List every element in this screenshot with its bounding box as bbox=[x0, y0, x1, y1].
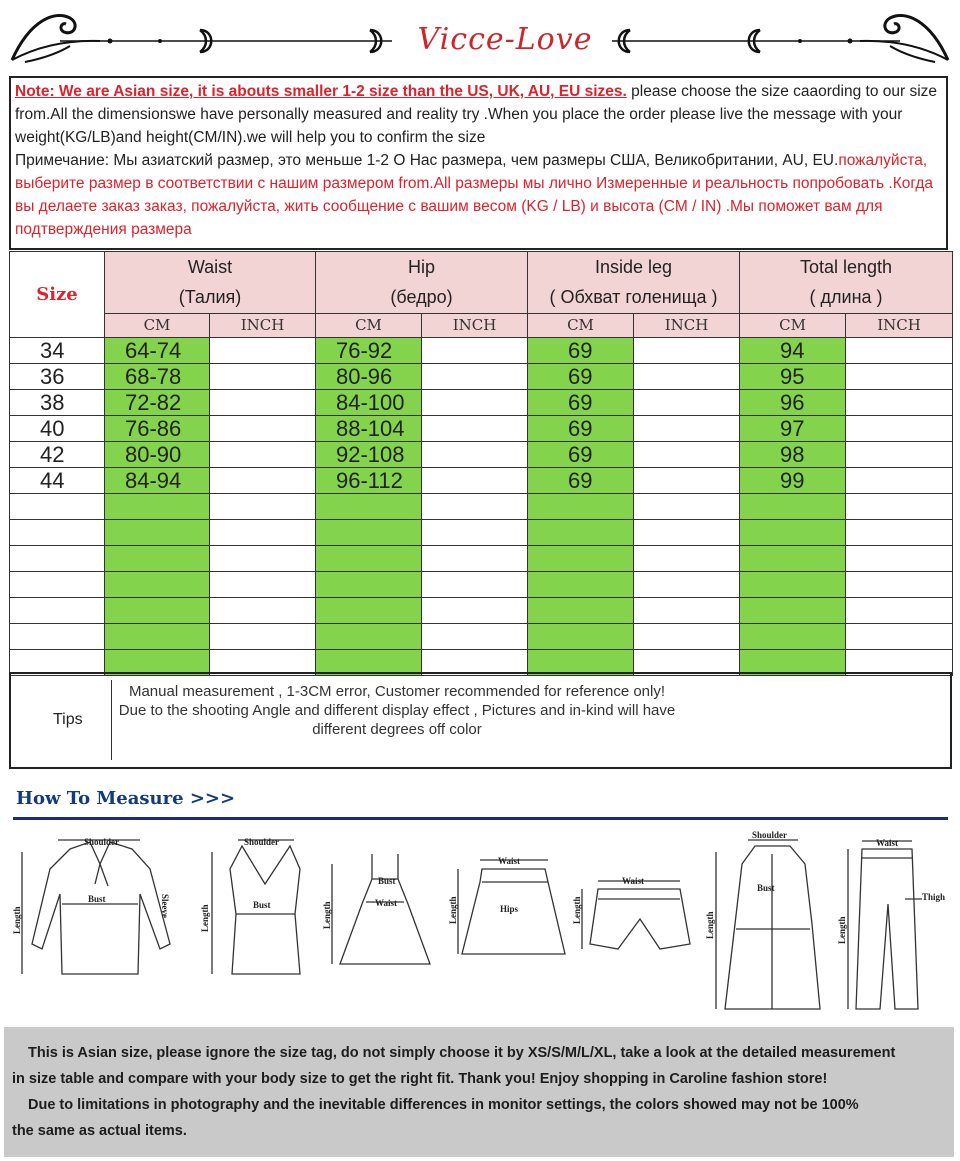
shoulder-label: Shoulder bbox=[244, 837, 280, 847]
tips-box bbox=[9, 672, 952, 769]
waist-label: Waist bbox=[622, 876, 645, 886]
hip-cm-cell: 88-104 bbox=[316, 416, 422, 442]
empty-row bbox=[10, 546, 953, 572]
tips-label: Tips bbox=[53, 711, 83, 728]
notice-line-4: the same as actual items. bbox=[12, 1123, 187, 1139]
skirt-illustration bbox=[448, 856, 565, 954]
asian-size-notice bbox=[4, 1027, 954, 1157]
length-label: Length bbox=[705, 911, 715, 939]
empty-row bbox=[10, 520, 953, 546]
inside-leg-inch-cell bbox=[634, 442, 740, 468]
waist-cm-cell: 84-94 bbox=[105, 468, 210, 494]
unit-inch: INCH bbox=[846, 313, 953, 337]
table-row bbox=[10, 390, 953, 416]
hips-label: Hips bbox=[500, 904, 519, 914]
size-note bbox=[9, 76, 948, 250]
tips-divider bbox=[111, 680, 112, 760]
waist-cm-cell: 68-78 bbox=[105, 364, 210, 390]
hip-inch-cell bbox=[422, 364, 528, 390]
inside-leg-inch-cell bbox=[634, 364, 740, 390]
size-table bbox=[9, 251, 953, 676]
waist-cm-cell: 72-82 bbox=[105, 390, 210, 416]
pants-illustration bbox=[837, 838, 945, 1009]
length-inch-cell bbox=[846, 338, 953, 364]
length-label: Length bbox=[322, 901, 332, 929]
size-cell: 42 bbox=[10, 442, 105, 468]
size-cell: 38 bbox=[10, 390, 105, 416]
size-cell: 36 bbox=[10, 364, 105, 390]
coat-illustration bbox=[705, 830, 820, 1009]
waist-inch-cell bbox=[210, 338, 316, 364]
table-row bbox=[10, 338, 953, 364]
tips-line-2: Due to the shooting Angle and different display effect , Pictures and in-kind will have different degrees off color bbox=[118, 702, 676, 738]
section-divider bbox=[13, 817, 948, 820]
inside-leg-cm-cell: 69 bbox=[528, 416, 634, 442]
waist-cm-cell: 64-74 bbox=[105, 338, 210, 364]
total-length-title: Total length bbox=[799, 257, 893, 278]
note-russian bbox=[15, 149, 942, 241]
hip-cm-cell: 80-96 bbox=[316, 364, 422, 390]
waist-cm-cell: 80-90 bbox=[105, 442, 210, 468]
waist-label: Waist bbox=[498, 856, 521, 866]
hip-cm-cell: 84-100 bbox=[316, 390, 422, 416]
size-column-header: Size bbox=[10, 252, 105, 338]
table-header-row bbox=[10, 252, 953, 314]
length-inch-cell bbox=[846, 468, 953, 494]
hip-cm-cell: 96-112 bbox=[316, 468, 422, 494]
inside-leg-inch-cell bbox=[634, 390, 740, 416]
waist-label: Waist bbox=[876, 838, 899, 848]
inside-leg-inch-cell bbox=[634, 468, 740, 494]
unit-inch: INCH bbox=[634, 313, 740, 337]
length-label: Length bbox=[837, 916, 847, 944]
length-inch-cell bbox=[846, 390, 953, 416]
inside-leg-subtitle: ( Обхват голенища ) bbox=[549, 287, 718, 308]
unit-cm: CM bbox=[105, 313, 210, 337]
empty-row bbox=[10, 598, 953, 624]
thigh-label: Thigh bbox=[922, 892, 946, 902]
notice-line-2: in size table and compare with your body size to get the right fit. Thank you! Enjoy shopping in Caroline fashion store! bbox=[12, 1071, 828, 1087]
table-row bbox=[10, 416, 953, 442]
inside-leg-cm-cell: 69 bbox=[528, 468, 634, 494]
length-cm-cell: 97 bbox=[740, 416, 846, 442]
length-label: Length bbox=[448, 896, 458, 924]
total-length-header bbox=[740, 252, 953, 314]
shoulder-label: Shoulder bbox=[752, 830, 788, 840]
note-russian-body: пожалуйста, выберите размер в соответствии с нашим размером from.All размеры мы лично Измеренные и реальность попробовать .Когда вы делаете заказ заказ, пожалуйста, жить сообщение с вашим весом (KG / LB) и высота (CM / IN) .Мы поможет вам для подтверждения размера bbox=[15, 152, 933, 238]
dress-illustration bbox=[322, 854, 430, 964]
table-row bbox=[10, 442, 953, 468]
total-length-subtitle: ( длина ) bbox=[809, 287, 883, 308]
empty-row bbox=[10, 624, 953, 650]
inside-leg-cm-cell: 69 bbox=[528, 338, 634, 364]
unit-cm: CM bbox=[528, 313, 634, 337]
inside-leg-inch-cell bbox=[634, 338, 740, 364]
waist-subtitle: (Талия) bbox=[178, 287, 242, 308]
waist-inch-cell bbox=[210, 390, 316, 416]
inside-leg-cm-cell: 69 bbox=[528, 364, 634, 390]
note-russian-intro: Примечание: Мы азиатский размер, это меньше 1-2 О Нас размера, чем размеры США, Великобритании, AU, EU. bbox=[15, 152, 839, 169]
unit-cm: CM bbox=[740, 313, 846, 337]
tank-top-illustration bbox=[200, 837, 300, 974]
length-cm-cell: 98 bbox=[740, 442, 846, 468]
length-cm-cell: 95 bbox=[740, 364, 846, 390]
empty-row bbox=[10, 572, 953, 598]
hip-inch-cell bbox=[422, 338, 528, 364]
blouse-illustration bbox=[12, 837, 170, 974]
note-english bbox=[15, 80, 942, 149]
hip-inch-cell bbox=[422, 442, 528, 468]
unit-row bbox=[10, 313, 953, 337]
waist-label: Waist bbox=[375, 898, 398, 908]
length-label: Length bbox=[12, 906, 22, 934]
shoulder-label: Shoulder bbox=[84, 837, 120, 847]
length-label: Length bbox=[200, 904, 210, 932]
waist-inch-cell bbox=[210, 364, 316, 390]
size-cell: 44 bbox=[10, 468, 105, 494]
how-to-measure-title: How To Measure >>> bbox=[16, 788, 236, 809]
size-cell: 40 bbox=[10, 416, 105, 442]
length-inch-cell bbox=[846, 364, 953, 390]
table-row bbox=[10, 468, 953, 494]
hip-cm-cell: 76-92 bbox=[316, 338, 422, 364]
shorts-illustration bbox=[572, 876, 690, 949]
bust-label: Bust bbox=[757, 883, 775, 893]
hip-inch-cell bbox=[422, 416, 528, 442]
inside-leg-inch-cell bbox=[634, 416, 740, 442]
bust-label: Bust bbox=[88, 894, 106, 904]
inside-leg-title: Inside leg bbox=[594, 257, 673, 278]
brand-logo: Vicce-Love bbox=[417, 22, 593, 57]
waist-header bbox=[105, 252, 316, 314]
waist-inch-cell bbox=[210, 468, 316, 494]
hip-subtitle: (бедро) bbox=[390, 287, 453, 308]
table-row bbox=[10, 364, 953, 390]
hip-inch-cell bbox=[422, 390, 528, 416]
inside-leg-cm-cell: 69 bbox=[528, 390, 634, 416]
measure-illustrations bbox=[0, 824, 960, 1024]
unit-inch: INCH bbox=[422, 313, 528, 337]
hip-inch-cell bbox=[422, 468, 528, 494]
note-english-body: please choose the size caaording to our size from.All the dimensionswe have personally measured and reality try .When you place the order please live the message with your weight(KG/LB)and height(CM/IN).we will help you to confirm the size bbox=[15, 83, 938, 146]
bust-label: Bust bbox=[378, 876, 396, 886]
empty-row bbox=[10, 494, 953, 520]
waist-cm-cell: 76-86 bbox=[105, 416, 210, 442]
bust-label: Bust bbox=[253, 900, 271, 910]
hip-cm-cell: 92-108 bbox=[316, 442, 422, 468]
waist-inch-cell bbox=[210, 416, 316, 442]
length-cm-cell: 96 bbox=[740, 390, 846, 416]
length-label: Length bbox=[572, 896, 582, 924]
size-cell: 34 bbox=[10, 338, 105, 364]
length-inch-cell bbox=[846, 416, 953, 442]
sleeve-label: Sleeve bbox=[160, 894, 170, 918]
notice-line-3: Due to limitations in photography and the inevitable differences in monitor settings, the colors showed may not be 100% bbox=[28, 1097, 859, 1113]
length-inch-cell bbox=[846, 442, 953, 468]
waist-title: Waist bbox=[187, 257, 233, 278]
waist-inch-cell bbox=[210, 442, 316, 468]
hip-title: Hip bbox=[407, 257, 435, 278]
note-english-warning: Note: We are Asian size, it is abouts smaller 1-2 size than the US, UK, AU, EU sizes. bbox=[15, 83, 627, 100]
length-cm-cell: 99 bbox=[740, 468, 846, 494]
header-banner bbox=[0, 0, 960, 78]
unit-cm: CM bbox=[316, 313, 422, 337]
hip-header bbox=[316, 252, 528, 314]
unit-inch: INCH bbox=[210, 313, 316, 337]
length-cm-cell: 94 bbox=[740, 338, 846, 364]
inside-leg-cm-cell: 69 bbox=[528, 442, 634, 468]
notice-line-1: This is Asian size, please ignore the size tag, do not simply choose it by XS/S/M/L/XL, take a look at the detailed measurement bbox=[28, 1045, 896, 1061]
tips-line-1: Manual measurement , 1-3CM error, Customer recommended for reference only! bbox=[128, 683, 666, 700]
tips-text bbox=[117, 682, 677, 739]
inside-leg-header bbox=[528, 252, 740, 314]
